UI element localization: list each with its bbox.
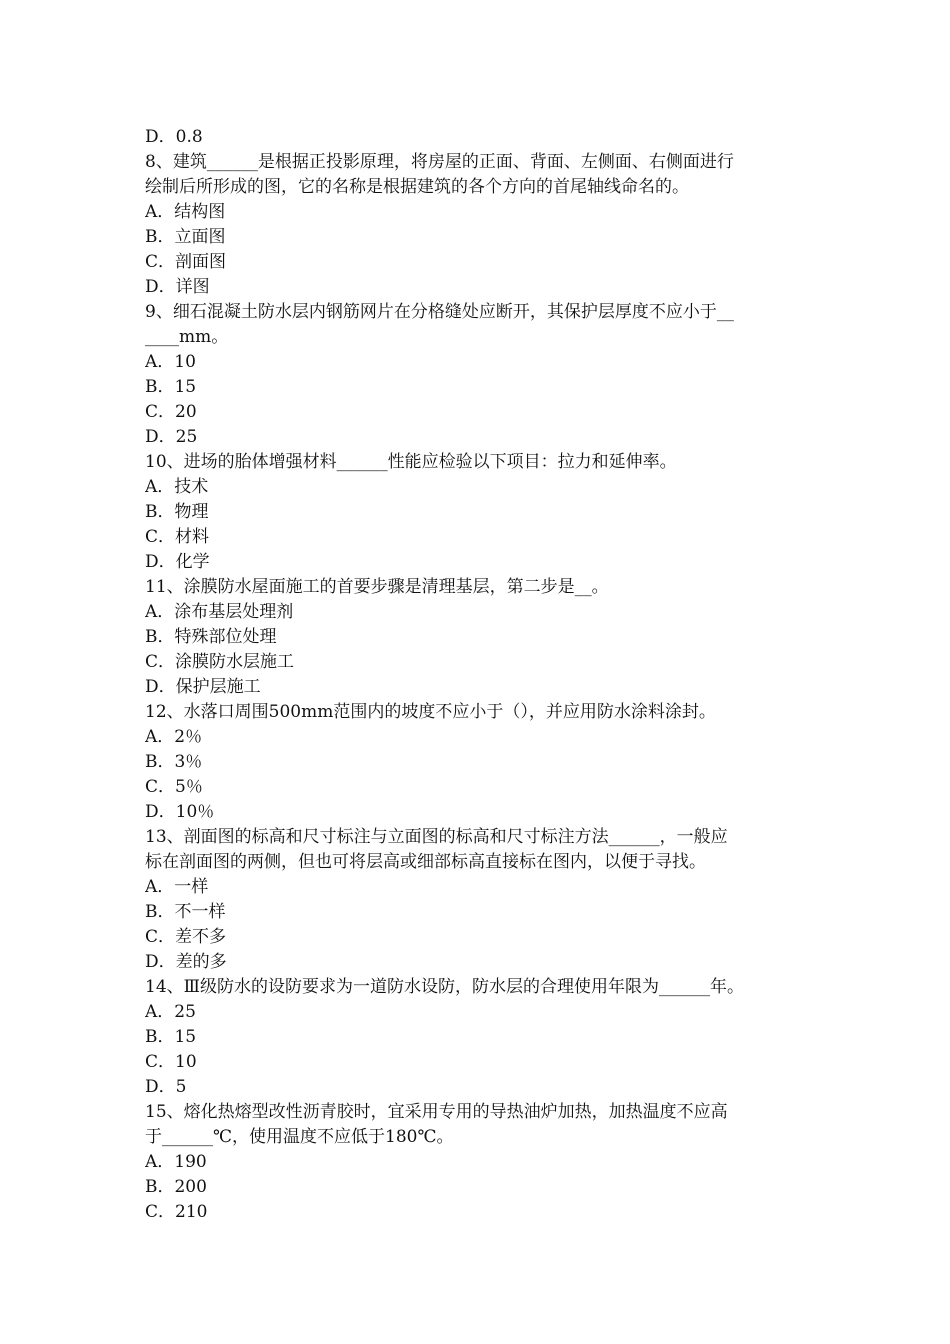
question-12: 12、水落口周围500mm范围内的坡度不应小于（），并应用防水涂料涂封。 bbox=[145, 702, 716, 722]
option-line: A．结构图 bbox=[145, 202, 226, 222]
option-line: A．2％ bbox=[145, 727, 203, 747]
option-line: A．25 bbox=[145, 1002, 196, 1022]
option-line: B．15 bbox=[145, 1027, 197, 1047]
question-13-line-1: 13、剖面图的标高和尺寸标注与立面图的标高和尺寸标注方法______，一般应 bbox=[145, 827, 728, 847]
option-line: C．10 bbox=[145, 1052, 197, 1072]
question-9-line-2: ____mm。 bbox=[145, 327, 229, 347]
option-line: D．10％ bbox=[145, 802, 215, 822]
option-line: D．详图 bbox=[145, 277, 210, 297]
option-line: B．特殊部位处理 bbox=[145, 627, 277, 647]
option-line: D．化学 bbox=[145, 552, 210, 572]
option-line: D．25 bbox=[145, 427, 198, 447]
option-line: D．差的多 bbox=[145, 952, 227, 972]
option-line: D．0.8 bbox=[145, 127, 203, 147]
option-line: A．涂布基层处理剂 bbox=[145, 602, 294, 622]
option-line: A．10 bbox=[145, 352, 196, 372]
option-line: C．5％ bbox=[145, 777, 203, 797]
question-8-line-1: 8、建筑______是根据正投影原理，将房屋的正面、背面、左侧面、右侧面进行 bbox=[145, 152, 734, 172]
option-line: A．190 bbox=[145, 1152, 207, 1172]
question-8-line-2: 绘制后所形成的图，它的名称是根据建筑的各个方向的首尾轴线命名的。 bbox=[145, 177, 689, 197]
question-10: 10、进场的胎体增强材料______性能应检验以下项目：拉力和延伸率。 bbox=[145, 452, 677, 472]
option-line: C．210 bbox=[145, 1202, 208, 1222]
question-9-line-1: 9、细石混凝土防水层内钢筋网片在分格缝处应断开，其保护层厚度不应小于__ bbox=[145, 302, 734, 322]
option-line: B．物理 bbox=[145, 502, 209, 522]
option-line: B．3％ bbox=[145, 752, 203, 772]
question-11: 11、涂膜防水屋面施工的首要步骤是清理基层，第二步是__。 bbox=[145, 577, 609, 597]
option-line: C．20 bbox=[145, 402, 197, 422]
question-13-line-2: 标在剖面图的两侧，但也可将层高或细部标高直接标在图内，以便于寻找。 bbox=[145, 852, 706, 872]
option-line: C．材料 bbox=[145, 527, 210, 547]
question-15-line-2: 于______℃，使用温度不应低于180℃。 bbox=[145, 1127, 454, 1147]
question-15-line-1: 15、熔化热熔型改性沥青胶时，宜采用专用的导热油炉加热，加热温度不应高 bbox=[145, 1102, 728, 1122]
option-line: B．15 bbox=[145, 377, 197, 397]
question-14: 14、Ⅲ级防水的设防要求为一道防水设防，防水层的合理使用年限为______年。 bbox=[145, 977, 745, 997]
option-line: C．涂膜防水层施工 bbox=[145, 652, 295, 672]
option-line: D．5 bbox=[145, 1077, 187, 1097]
option-line: B．立面图 bbox=[145, 227, 226, 247]
exam-questions bbox=[145, 125, 810, 1225]
option-line: C．差不多 bbox=[145, 927, 227, 947]
option-line: B．200 bbox=[145, 1177, 207, 1197]
option-line: B．不一样 bbox=[145, 902, 226, 922]
option-line: C．剖面图 bbox=[145, 252, 227, 272]
option-line: A．一样 bbox=[145, 877, 209, 897]
option-line: D．保护层施工 bbox=[145, 677, 261, 697]
option-line: A．技术 bbox=[145, 477, 209, 497]
